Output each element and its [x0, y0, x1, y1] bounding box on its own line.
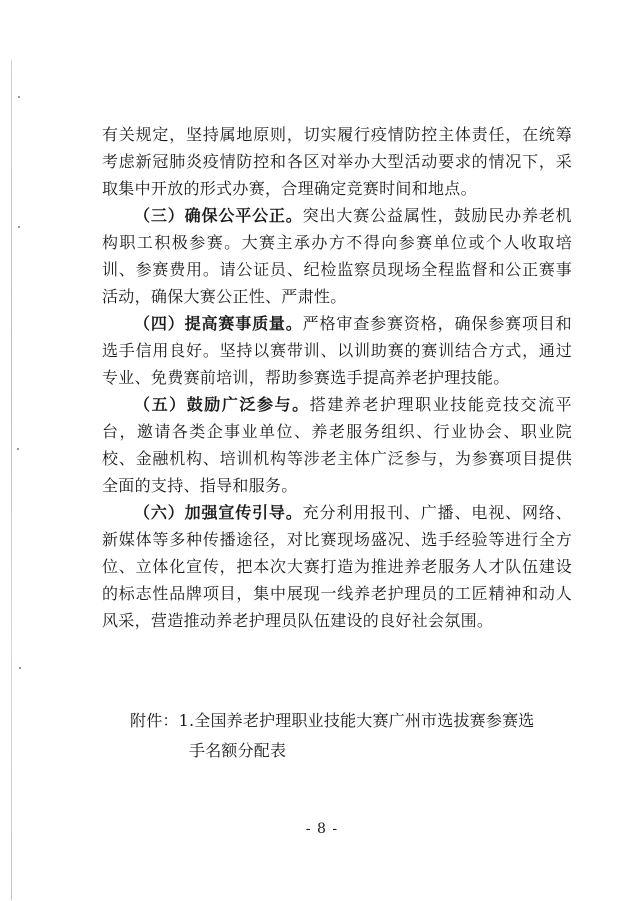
paragraph-continuation	[102, 121, 572, 202]
scan-speck	[18, 96, 20, 98]
paragraph-heading: （六）加强宣传引导。	[134, 503, 303, 522]
paragraph-heading: （四）提高赛事质量。	[134, 314, 303, 333]
scan-speck	[18, 226, 20, 228]
scan-speck	[17, 448, 19, 450]
paragraph-text: 突出大赛公益属性，鼓励民办养老机构职工积极参赛。大赛主承办方不得向参赛单位或个人收取培训、参赛费用。请公证员、纪检监察员现场全程监督和公正赛事活动，确保大赛公正性、严肃性。	[102, 206, 572, 306]
attachment-label: 附件：	[130, 711, 179, 730]
paragraph-quality	[102, 310, 572, 391]
paragraph-text: 严格审查参赛资格，确保参赛项目和选手信用良好。坚持以赛带训、以训助赛的赛训结合方式，通过专业、免费赛前培训，帮助参赛选手提高养老护理技能。	[102, 314, 572, 387]
attachment-note	[130, 706, 570, 766]
paragraph-participation	[102, 391, 572, 499]
paragraph-text: 有关规定，坚持属地原则，切实履行疫情防控主体责任，在统筹考虑新冠肺炎疫情防控和各区对举办大型活动要求的情况下，采取集中开放的形式办赛，合理确定竞赛时间和地点。	[102, 125, 572, 198]
paragraph-fairness	[102, 202, 572, 310]
scan-speck	[19, 667, 21, 669]
attachment-item-continuation: 手名额分配表	[189, 741, 287, 760]
document-body	[102, 121, 572, 634]
page-number: - 8 -	[305, 821, 339, 837]
paragraph-heading: （三）确保公平公正。	[134, 206, 303, 225]
paragraph-publicity	[102, 499, 572, 634]
paragraph-text: 充分利用报刊、广播、电视、网络、新媒体等多种传播途径，对比赛现场盛况、选手经验等进行全方位、立体化宣传，把本次大赛打造为推进养老服务人才队伍建设的标志性品牌项目，集中展现一线养老护理员的工匠精神和动人风采，营造推动养老护理员队伍建设的良好社会氛围。	[102, 503, 572, 630]
scan-edge-line	[11, 60, 12, 900]
paragraph-heading: （五）鼓励广泛参与。	[134, 395, 310, 414]
attachment-item: 1.全国养老护理职业技能大赛广州市选拔赛参赛选	[178, 711, 535, 730]
paragraph-text: 搭建养老护理职业技能竞技交流平台，邀请各类企事业单位、养老服务组织、行业协会、职业院校、金融机构、培训机构等涉老主体广泛参与，为参赛项目提供全面的支持、指导和服务。	[102, 395, 572, 495]
